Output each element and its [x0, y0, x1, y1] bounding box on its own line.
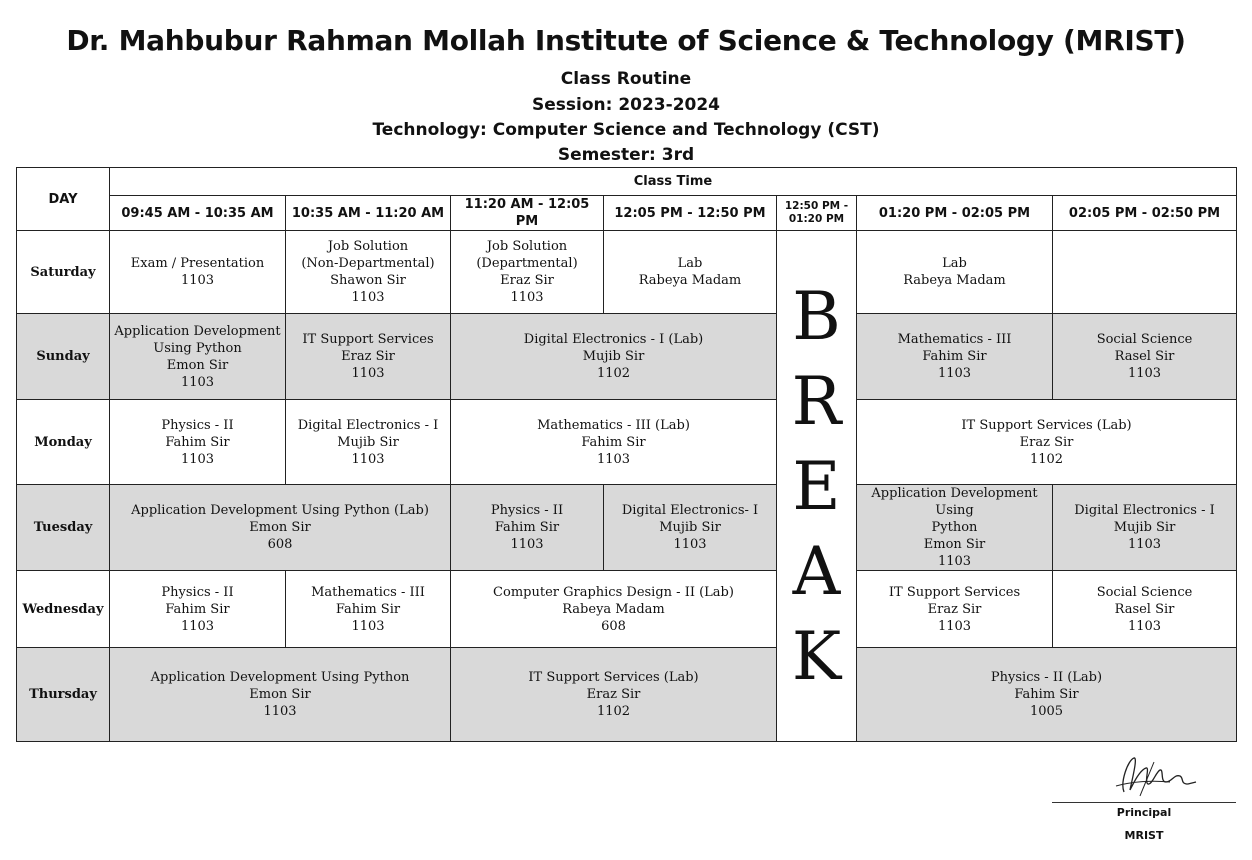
class-line: 1103 [510, 290, 544, 305]
class-line: 1103 [180, 374, 215, 390]
class-line: 1103 [673, 537, 707, 552]
class-cell [286, 400, 451, 485]
day-column-header: DAY [17, 168, 110, 231]
class-cell [110, 314, 286, 400]
break-letter: R [791, 362, 842, 440]
time-slot-6: 02:05 PM - 02:50 PM [1053, 196, 1237, 231]
break-letter: K [791, 617, 842, 695]
class-line: Lab [677, 256, 703, 271]
break-column [777, 231, 857, 742]
class-line: Application Development Using Python (Lab) [131, 503, 429, 518]
class-line: Fahim Sir [335, 601, 401, 617]
class-line: Application Development [114, 323, 281, 339]
class-line: Physics - II [490, 503, 564, 518]
class-cell [110, 571, 286, 648]
class-line: Application Development Using [871, 486, 1038, 518]
class-line: Eraz Sir [927, 601, 982, 617]
class-line: Mujib Sir [582, 349, 645, 364]
class-cell [286, 231, 451, 314]
routine-heading: Class Routine [560, 69, 692, 89]
class-line: Mathematics - III [311, 584, 425, 600]
class-line: Fahim Sir [922, 349, 987, 364]
class-line: 1103 [937, 366, 972, 381]
class-line: Exam / Presentation [130, 256, 265, 271]
time-slot-1: 09:45 AM - 10:35 AM [110, 196, 286, 231]
class-cell [451, 571, 777, 648]
class-line: (Departmental) [476, 256, 578, 271]
break-slot-start: 12:50 PM - [784, 200, 849, 212]
class-line: Rabeya Madam [562, 601, 665, 617]
day-monday: Monday [17, 400, 110, 485]
signatory-title: Principal [1116, 806, 1172, 819]
class-line: Eraz Sir [586, 687, 641, 702]
class-line: Computer Graphics Design - II (Lab) [493, 584, 734, 600]
class-cell [110, 485, 451, 571]
class-line: Fahim Sir [581, 434, 646, 450]
class-line: Fahim Sir [165, 434, 230, 450]
class-line: Digital Electronics - I [297, 417, 439, 433]
class-line: Python [931, 520, 978, 535]
class-line: Mathematics - III (Lab) [537, 417, 690, 433]
class-line: Eraz Sir [1019, 434, 1074, 450]
class-cell [110, 648, 451, 742]
class-cell [451, 400, 777, 485]
semester-label: Semester: 3rd [557, 145, 695, 165]
day-thursday: Thursday [17, 648, 110, 742]
class-line: Social Science [1096, 584, 1193, 600]
break-letter: B [792, 277, 841, 355]
class-line: 1103 [937, 554, 972, 569]
class-line: Emon Sir [249, 687, 311, 702]
class-line: Using Python [153, 340, 242, 356]
class-cell [604, 485, 777, 571]
time-slot-break [777, 196, 857, 231]
class-line: Rabeya Madam [903, 273, 1006, 288]
class-line: 1102 [596, 366, 631, 381]
class-line: Mujib Sir [337, 434, 399, 450]
class-line: IT Support Services [302, 332, 434, 347]
class-line: Physics - II [161, 417, 234, 433]
class-cell [857, 571, 1053, 648]
class-line: Digital Electronics- I [621, 503, 759, 518]
class-line: 1103 [351, 290, 385, 305]
class-line: Fahim Sir [494, 520, 560, 535]
class-line: 1005 [1029, 704, 1064, 719]
day-sunday: Sunday [17, 314, 110, 400]
row-monday [17, 400, 1237, 485]
class-line: IT Support Services (Lab) [961, 417, 1132, 433]
class-line: 1103 [1127, 618, 1162, 634]
class-cell [286, 314, 451, 400]
class-cell [604, 231, 777, 314]
class-cell [857, 648, 1237, 742]
row-tuesday [17, 485, 1237, 571]
principal-signature [1110, 752, 1200, 800]
class-line: 1102 [596, 704, 631, 719]
class-line: IT Support Services [888, 584, 1021, 600]
class-line: 608 [267, 537, 293, 552]
class-line: 608 [601, 618, 626, 634]
class-cell [1053, 314, 1237, 400]
class-line: Lab [942, 256, 967, 271]
class-line: Physics - II (Lab) [990, 670, 1103, 685]
class-line: Mathematics - III [897, 332, 1012, 347]
class-line: Emon Sir [166, 357, 229, 373]
class-line: 1103 [180, 273, 215, 288]
class-line: Social Science [1096, 332, 1193, 347]
class-line: 1102 [1029, 451, 1064, 467]
class-line: (Non-Departmental) [301, 256, 435, 271]
class-cell [857, 231, 1053, 314]
row-sunday [17, 314, 1237, 400]
class-line: Eraz Sir [341, 349, 395, 364]
class-line: Digital Electronics - I (Lab) [523, 332, 704, 347]
class-line: Rasel Sir [1114, 601, 1175, 617]
row-wednesday [17, 571, 1237, 648]
class-line: Mujib Sir [1113, 520, 1176, 535]
class-line: Fahim Sir [165, 601, 230, 617]
class-cell [1053, 485, 1237, 571]
day-tuesday: Tuesday [17, 485, 110, 571]
class-line: 1103 [937, 618, 972, 634]
break-slot-end: 01:20 PM [788, 213, 845, 225]
institute-title: Dr. Mahbubur Rahman Mollah Institute of Science & Technology (MRIST) [66, 24, 1186, 57]
class-line: Physics - II [161, 584, 234, 600]
class-line: Digital Electronics - I [1074, 503, 1215, 518]
class-line: Emon Sir [249, 520, 311, 535]
break-letter: A [792, 532, 841, 610]
class-cell [110, 231, 286, 314]
class-line: Application Development Using Python [150, 670, 410, 685]
time-slot-5: 01:20 PM - 02:05 PM [857, 196, 1053, 231]
class-cell [451, 485, 604, 571]
day-saturday: Saturday [17, 231, 110, 314]
class-line: 1103 [351, 618, 385, 634]
class-line: 1103 [1127, 366, 1162, 381]
class-line: Mujib Sir [659, 520, 721, 535]
class-line: 1103 [596, 451, 631, 467]
class-line: Emon Sir [923, 537, 986, 552]
technology-label: Technology: Computer Science and Technology (CST) [372, 120, 880, 140]
class-cell [451, 648, 777, 742]
empty-cell [1053, 231, 1237, 314]
class-line: Fahim Sir [1014, 687, 1079, 702]
session-label: Session: 2023-2024 [531, 95, 721, 115]
class-line: Rasel Sir [1114, 349, 1175, 364]
row-thursday [17, 648, 1237, 742]
signature-line [1052, 802, 1236, 803]
class-cell [286, 571, 451, 648]
time-slot-2: 10:35 AM - 11:20 AM [286, 196, 451, 231]
class-line: 1103 [180, 618, 215, 634]
class-line: 1103 [351, 451, 385, 467]
class-line: Rabeya Madam [638, 273, 742, 288]
class-cell [857, 314, 1053, 400]
class-cell [1053, 571, 1237, 648]
time-slot-3: 11:20 AM - 12:05 PM [451, 196, 604, 231]
class-line: 1103 [180, 451, 215, 467]
class-line: Job Solution [486, 239, 568, 254]
class-line: Job Solution [327, 239, 409, 254]
signatory-institute: MRIST [1124, 829, 1164, 842]
class-cell [110, 400, 286, 485]
break-letter: E [792, 447, 841, 525]
class-line: 1103 [1127, 537, 1162, 552]
class-line: IT Support Services (Lab) [528, 670, 699, 685]
day-wednesday: Wednesday [17, 571, 110, 648]
class-line: Shawon Sir [330, 273, 406, 288]
class-cell [451, 231, 604, 314]
class-line: 1103 [263, 704, 297, 719]
row-saturday [17, 231, 1237, 314]
class-line: Eraz Sir [500, 273, 554, 288]
routine-table [16, 167, 1237, 742]
class-cell [857, 400, 1237, 485]
class-cell [451, 314, 777, 400]
class-cell [857, 485, 1053, 571]
time-slot-4: 12:05 PM - 12:50 PM [604, 196, 777, 231]
class-time-header: Class Time [110, 168, 1237, 196]
class-line: 1103 [510, 537, 544, 552]
class-line: 1103 [351, 366, 385, 381]
